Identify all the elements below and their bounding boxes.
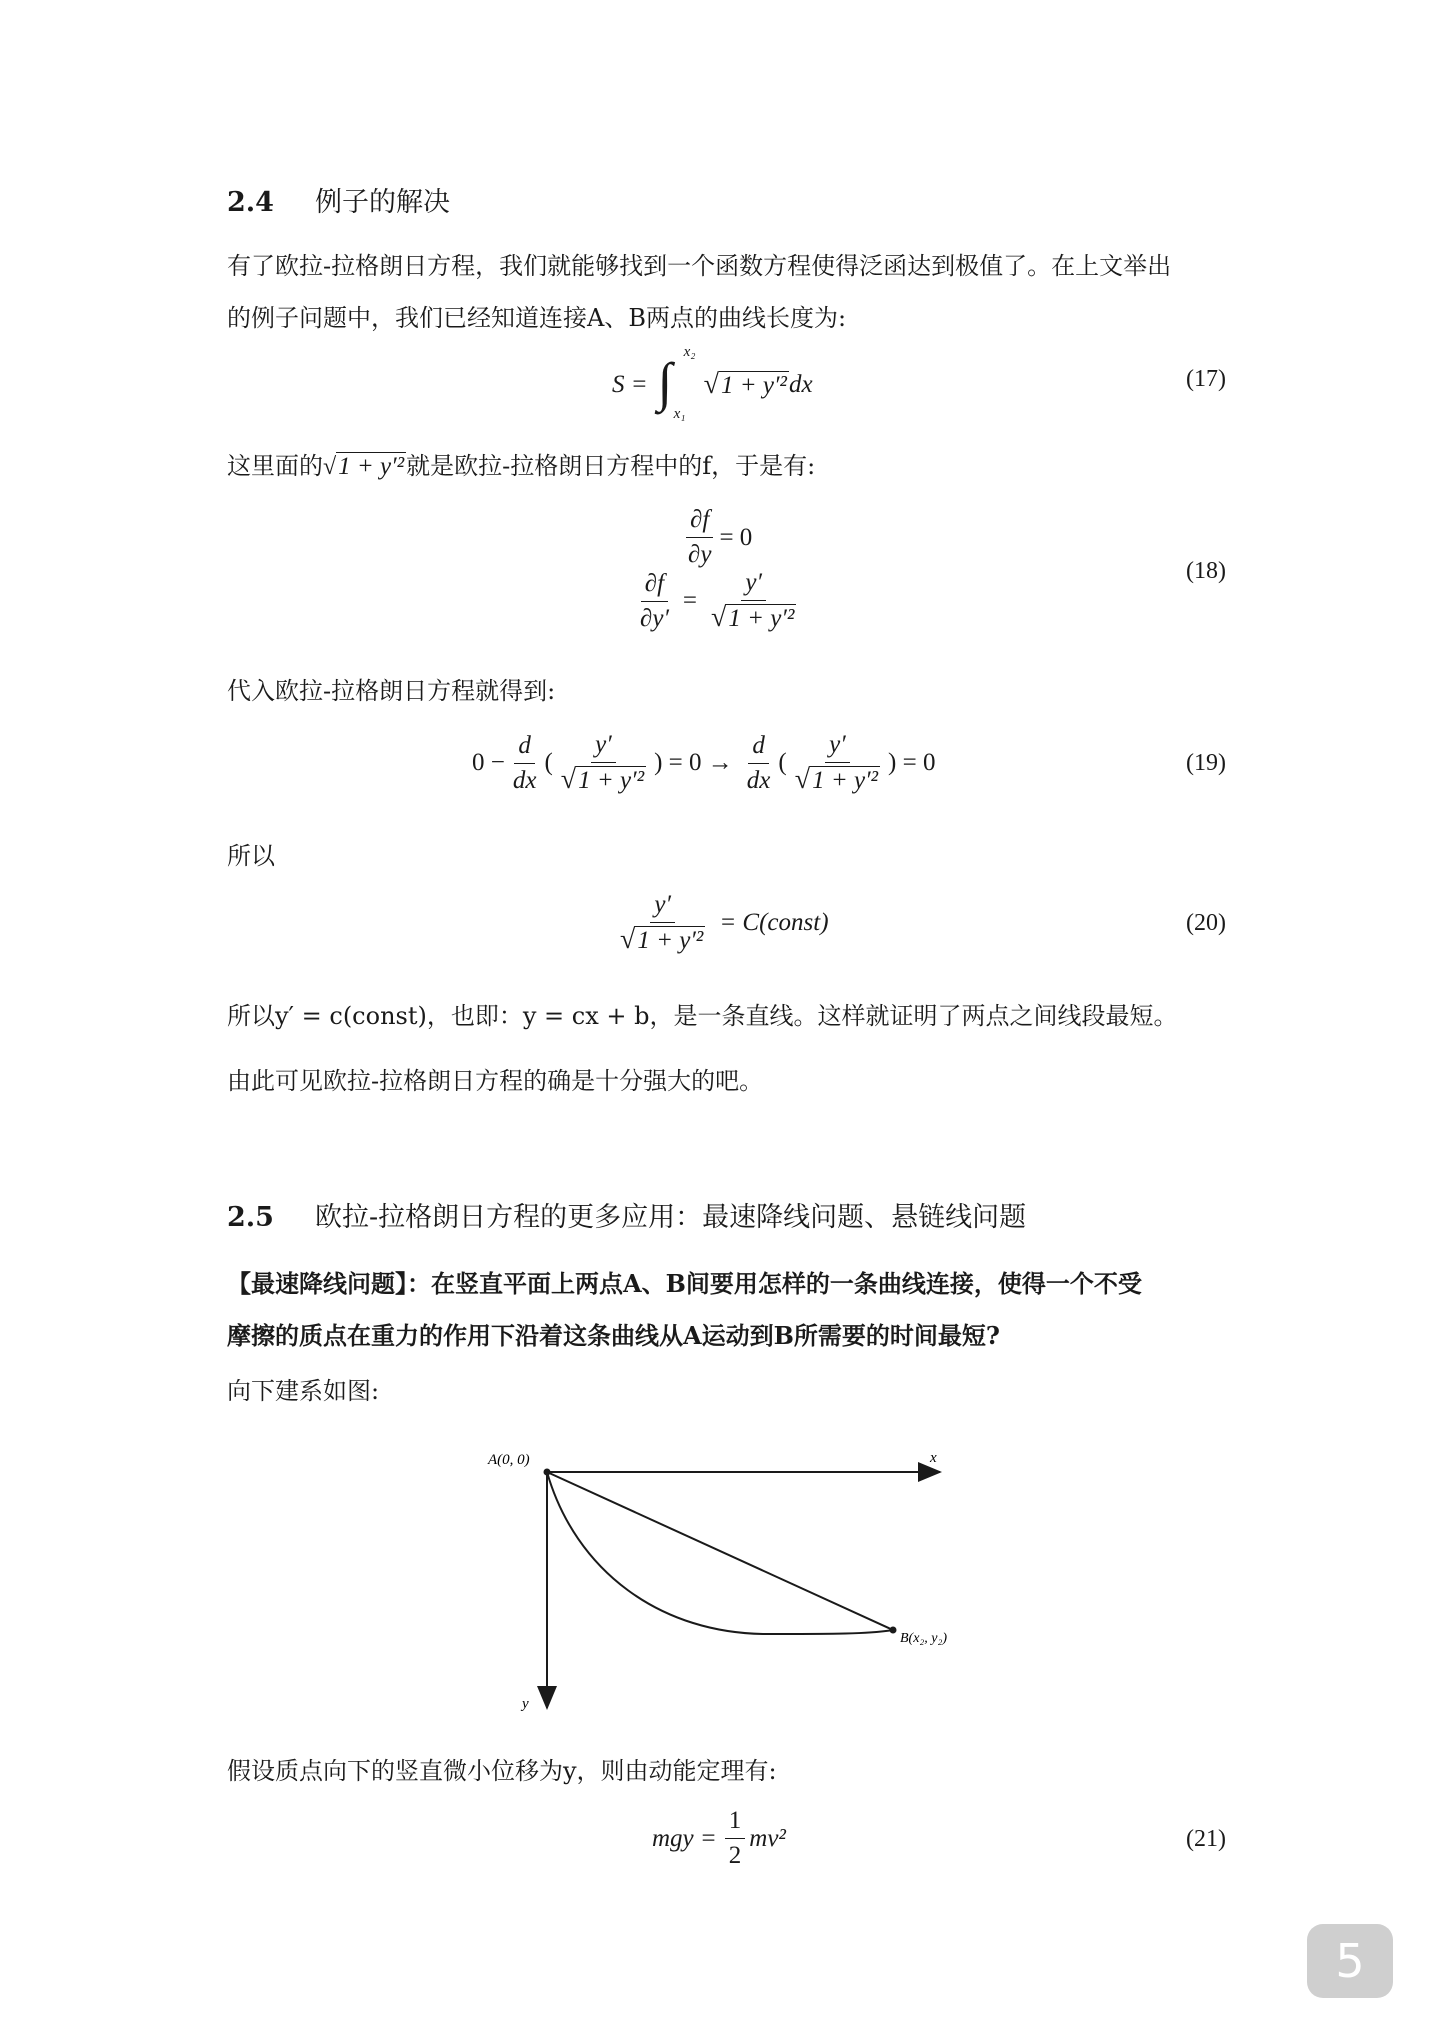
- section-heading-2-4: [227, 180, 450, 219]
- straight-line-path: [547, 1472, 893, 1630]
- section-number: 2.4: [227, 187, 274, 218]
- label-b: B(x₂, y₂): [900, 1631, 948, 1646]
- paragraph-conclusion: 所以y′ = c(const)，也即：y = cx + b，是一条直线。这样就证明了两点之间线段最短。: [227, 1002, 1178, 1030]
- integral-upper: x₂: [683, 344, 696, 360]
- brachistochrone-figure: [470, 1440, 990, 1720]
- section-title: 例子的解决: [315, 187, 450, 218]
- label-a: A(0, 0): [488, 1452, 530, 1468]
- equation-17: S = ∫ x₂ x₁ √ 1 + y′² dx: [612, 344, 813, 422]
- paragraph-line: 【最速降线问题】：在竖直平面上两点A、B间要用怎样的一条曲线连接，使得一个不受: [227, 1269, 1142, 1298]
- paragraph-line: 的例子问题中，我们已经知道连接A、B两点的曲线长度为:: [227, 304, 847, 332]
- equation-number: (19): [1186, 750, 1226, 776]
- paragraph-brachistochrone-problem: [227, 1258, 1247, 1362]
- paragraph-remark: 由此可见欧拉-拉格朗日方程的确是十分强大的吧。: [227, 1067, 764, 1095]
- equation-18b: $\frac{\partial f}{\partial y'}$ = $\frac{y'}{\text{√1 + y′²}}$: [640, 569, 795, 633]
- point-b: [890, 1627, 897, 1634]
- equation-number: (17): [1186, 366, 1226, 392]
- label-x: x: [930, 1450, 937, 1466]
- paragraph-therefore: 所以: [227, 842, 275, 870]
- paragraph-kinetic-energy: 假设质点向下的竖直微小位移为y，则由动能定理有:: [227, 1757, 777, 1785]
- paragraph-coordinate-setup: 向下建系如图:: [227, 1377, 380, 1405]
- integral-lower: x₁: [673, 406, 686, 422]
- inline-sqrt: 1 + y′²: [338, 453, 405, 480]
- equation-20: $\frac{y'}{\text{√1 + y′²}}$ = C(const): [620, 891, 829, 955]
- paragraph-line: 有了欧拉-拉格朗日方程，我们就能够找到一个函数方程使得泛函达到极值了。在上文举出: [227, 252, 1172, 280]
- section-number: 2.5: [227, 1202, 274, 1233]
- equation-21: mgy = $\frac{1}{2}$ mv²: [652, 1807, 786, 1869]
- equation-number: (21): [1186, 1826, 1226, 1852]
- integral-sign: ∫ x₂ x₁: [657, 344, 696, 422]
- equation-number: (20): [1186, 910, 1226, 936]
- paragraph-line: 摩擦的质点在重力的作用下沿着这条曲线从A运动到B所需要的时间最短?: [227, 1321, 1000, 1350]
- eq-lhs: S =: [612, 371, 648, 398]
- paragraph-substitute: 代入欧拉-拉格朗日方程就得到:: [227, 677, 556, 705]
- equation-18a: $\frac{\partial f}{\partial y}$ = 0: [688, 506, 753, 568]
- equation-19: 0 − $\frac{d}{dx}$ ( $\frac{y'}{\text{√1 + y′²}}$ ) = 0 → $\frac{d}{dx}$ ( $\frac{y'}{\text{√1 + y′²}}$ ) = 0: [472, 731, 936, 795]
- section-heading-2-5: [227, 1195, 1026, 1234]
- paragraph-f-definition: 这里面的√1 + y′²就是欧拉-拉格朗日方程中的f，于是有:: [227, 452, 816, 480]
- eq-integrand: 1 + y′²: [721, 371, 787, 399]
- page-number-badge[interactable]: 5: [1307, 1924, 1393, 1998]
- eq-tail: dx: [788, 371, 813, 398]
- label-y: y: [522, 1696, 529, 1712]
- point-a: [544, 1469, 551, 1476]
- paragraph-intro: [227, 240, 1247, 344]
- section-title: 欧拉-拉格朗日方程的更多应用：最速降线问题、悬链线问题: [315, 1202, 1027, 1233]
- equation-number: (18): [1186, 558, 1226, 584]
